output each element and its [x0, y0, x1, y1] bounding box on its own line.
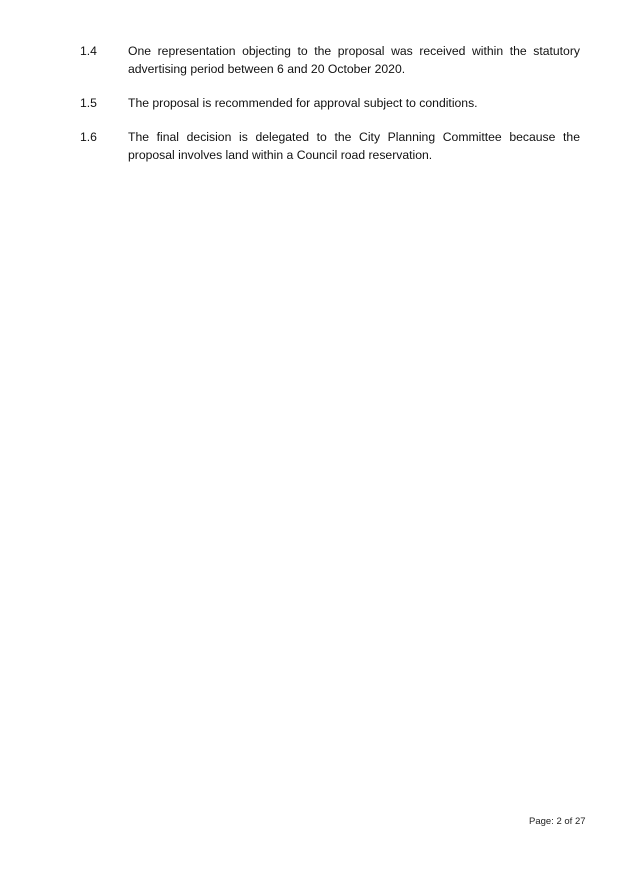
paragraph-text	[128, 128, 580, 164]
page-number-footer: Page: 2 of 27	[529, 816, 586, 827]
paragraph-number: 1.5	[80, 96, 97, 110]
paragraph-line: The proposal is recommended for approval subject to conditions.	[128, 96, 478, 110]
paragraph-text	[128, 42, 580, 78]
paragraph-number: 1.6	[80, 130, 97, 144]
paragraph-line: The final decision is delegated to the City Planning Committee because the	[128, 130, 580, 144]
paragraph-line: advertising period between 6 and 20 October 2020.	[128, 62, 406, 76]
paragraph-number: 1.4	[80, 44, 97, 58]
paragraph-line: proposal involves land within a Council road reservation.	[128, 148, 433, 162]
paragraph-text	[128, 94, 580, 112]
paragraph-line: One representation objecting to the proposal was received within the statutory	[128, 44, 580, 58]
